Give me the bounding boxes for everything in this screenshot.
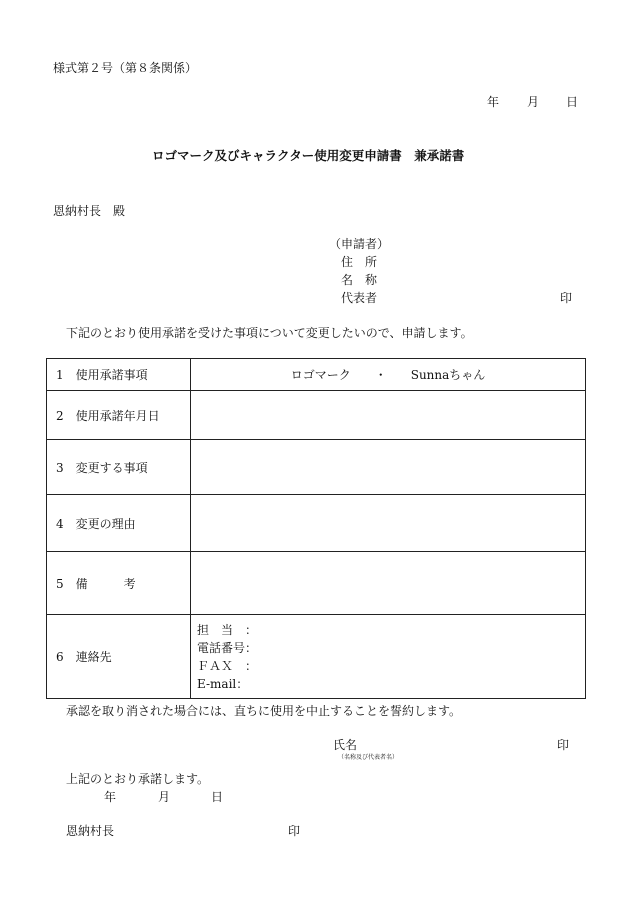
- contact-email-label: E-mail：: [197, 676, 249, 691]
- contact-fax-label: ＦＡＸ ：: [197, 658, 258, 673]
- contact-details: [191, 615, 586, 699]
- applicant-heading: （申請者）: [329, 237, 390, 251]
- date-day: 日: [566, 95, 579, 109]
- signature-name-note: （名称及び代表者名）: [338, 754, 399, 761]
- approval-mayor: 恩納村長: [66, 824, 115, 838]
- approval-year: 年: [104, 790, 117, 804]
- signature-seal: 印: [557, 738, 570, 752]
- table-row: [47, 615, 586, 699]
- signature-name-label: 氏名: [333, 738, 358, 752]
- pledge-text: 承認を取り消された場合には、直ちに使用を中止することを誓約します。: [66, 704, 462, 718]
- applicant-address-label: 住 所: [341, 255, 378, 269]
- approval-day: 日: [211, 790, 224, 804]
- change-request-table: [46, 358, 586, 699]
- row-label: 4 変更の理由: [47, 495, 191, 552]
- approval-month: 月: [158, 790, 171, 804]
- row-value-change-reason[interactable]: [191, 495, 586, 552]
- approval-seal: 印: [288, 824, 301, 838]
- row-value-changed-items[interactable]: [191, 440, 586, 495]
- date-year: 年: [487, 95, 500, 109]
- intro-text: 下記のとおり使用承諾を受けた事項について変更したいので、申請します。: [66, 326, 473, 340]
- row-value-remarks[interactable]: [191, 552, 586, 615]
- form-number: 様式第２号（第８条関係）: [53, 61, 198, 75]
- applicant-name-label: 名 称: [341, 273, 378, 287]
- applicant-rep-label: 代表者: [341, 291, 378, 305]
- document-title: ロゴマーク及びキャラクター使用変更申請書 兼承諾書: [152, 148, 465, 163]
- date-month: 月: [527, 95, 540, 109]
- applicant-seal: 印: [560, 291, 573, 305]
- approval-text: 上記のとおり承諾します。: [66, 772, 210, 786]
- row-value-usage-item: ロゴマーク ・ Sunnaちゃん: [191, 359, 586, 391]
- table-row: [47, 391, 586, 440]
- contact-person-label: 担 当 ：: [197, 622, 258, 637]
- row-label: 2 使用承諾年月日: [47, 391, 191, 440]
- row-label: 5 備 考: [47, 552, 191, 615]
- row-label: 3 変更する事項: [47, 440, 191, 495]
- table-row: [47, 440, 586, 495]
- row-label: 6 連絡先: [47, 615, 191, 699]
- row-value-approval-date[interactable]: [191, 391, 586, 440]
- row-label: 1 使用承諾事項: [47, 359, 191, 391]
- table-row: [47, 495, 586, 552]
- addressee: 恩納村長 殿: [53, 204, 126, 218]
- table-row: [47, 552, 586, 615]
- contact-phone-label: 電話番号：: [197, 640, 258, 655]
- table-row: [47, 359, 586, 391]
